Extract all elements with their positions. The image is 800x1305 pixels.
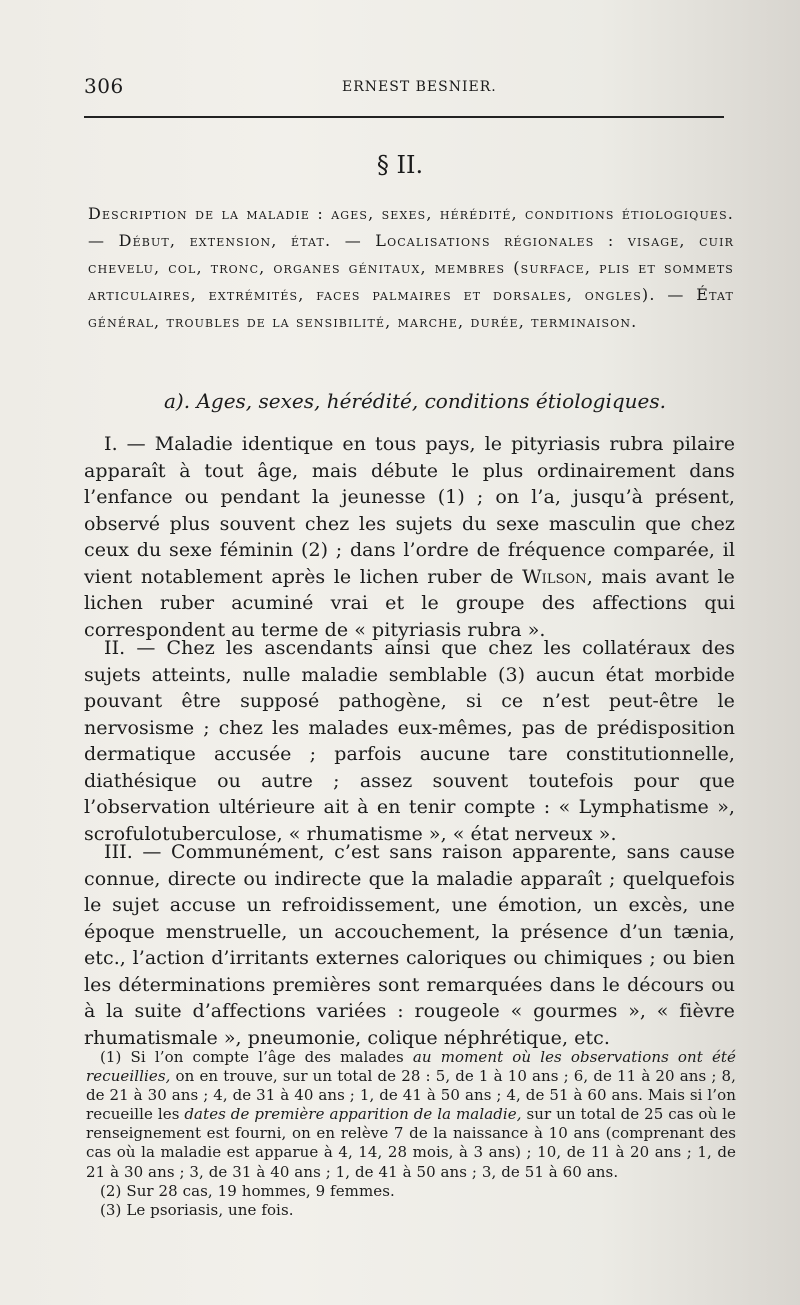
paragraph-3: III. — Communément, c’est sans raison apparente, sans cause connue, directe ou indirecte que la maladie apparaît ; quelquefois le sujet accuse un refroidissement, une émotion, un excès, une époque menstruelle, un accouchement, la présence d’un tænia, etc., l’action d’irritants externes caloriques ou chimiques ; ou bien les déterminations premières sont remarquées dans le décours ou à la suite d’affections variées : rougeole « gourmes », « fièvre rhumatismale », pneumonie, colique néphrétique, etc. xyxy=(84,841,735,1049)
footnote-1-suffix: sur un total de 25 cas où le renseignement est fourni, on en relève 7 de la naissance à 10 ans (comprenant des cas où la maladie est apparue à 4, 14, 28 mois, à 3 ans) ; 10, de 11 à 20 ans ; 1, de 21 à 30 ans ; 3, de 31 à 40 ans ; 1, de 41 à 50 ans ; 3, de 51 à 60 ans. xyxy=(86,1105,736,1181)
footnote-3: (3) Le psoriasis, une fois. xyxy=(100,1200,294,1219)
running-title: ERNEST BESNIER. xyxy=(342,79,497,95)
footnote-1-italic-1: au moment où les observations ont été recueillies, xyxy=(86,1048,736,1086)
paragraph-2: II. — Chez les ascendants ainsi que chez les collatéraux des sujets atteints, nulle maladie semblable (3) aucun état morbide pouvant être supposé pathogène, si ce n’est peut-être le nervosisme ; chez les malades eux-mêmes, pas de prédisposition dermatique accusée ; parfois aucune tare constitutionnelle, diathésique ou autre ; assez souvent toutefois pour que l’observation ultérieure ait à en tenir compte : « Lymphatisme », scrofulotuberculose, « rhumatisme », « état nerveux ». xyxy=(84,637,735,845)
section-marker: § II. xyxy=(376,151,424,179)
footnote-1-italic-2: dates de première apparition de la maladie, xyxy=(184,1105,522,1124)
paragraph-1-rest: , mais avant le lichen ruber acuminé vrai et le groupe des affections qui correspondent au terme de « pityriasis rubra ». xyxy=(84,565,735,641)
footnote-2: (2) Sur 28 cas, 19 hommes, 9 femmes. xyxy=(100,1181,395,1200)
paragraph-1 xyxy=(84,431,735,643)
page-number: 306 xyxy=(84,74,124,98)
subsection-title: a). Ages, sexes, hérédité, conditions étiologiques. xyxy=(164,389,666,413)
running-head xyxy=(84,74,724,98)
header-rule xyxy=(84,116,724,118)
section-summary: Description de la maladie : ages, sexes, hérédité, conditions étiologiques. — Début, extension, état. — Localisations régionales : visage, cuir chevelu, col, tronc, organes génitaux, membres (surface, plis et sommets articulaires, extrémités, faces palmaires et dorsales, ongles). — État général, troubles de la sensibilité, marche, durée, terminaison. xyxy=(88,204,734,331)
footnotes xyxy=(86,1048,736,1220)
footnote-1-middle: on en trouve, sur un total de 28 : 5, de 1 à 10 ans ; 6, de 11 à 20 ans ; 8, de 21 à 30 ans ; 4, de 31 à 40 ans ; 1, de 41 à 50 ans ; 4, de 51 à 60 ans. Mais si l’on recueille les xyxy=(86,1067,736,1124)
paragraph-1-lead: I. — Maladie identique en tous pays, le pityriasis rubra pilaire apparaît à tout âge, mais débute le plus ordinairement dans l’enfance ou pendant la jeunesse (1) ; on l’a, jusqu’à présent, observé plus souvent chez les sujets du sexe masculin que chez ceux du sexe féminin (2) ; dans l’ordre de fréquence comparée, il vient notablement après le lichen ruber de xyxy=(84,433,735,588)
author-name-wilson: Wilson xyxy=(522,565,587,588)
footnote-1 xyxy=(86,1048,736,1182)
footnote-1-prefix: (1) Si l’on compte l’âge des malades xyxy=(100,1048,404,1066)
